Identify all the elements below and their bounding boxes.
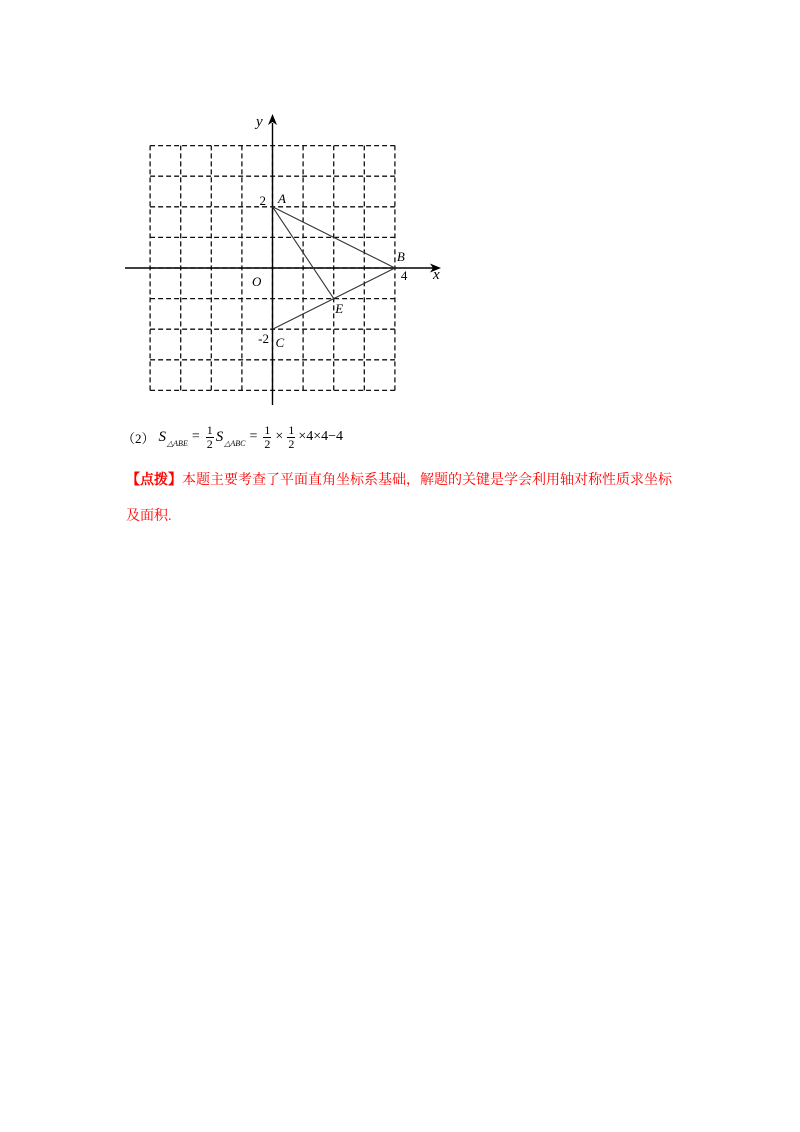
area-subscript: △ABC — [224, 438, 246, 448]
coordinate-tick-label: -2 — [258, 331, 269, 347]
coordinate-tick-label: 2 — [259, 193, 266, 208]
fraction-numerator: 1 — [206, 422, 213, 437]
origin-label: O — [252, 274, 262, 289]
area-abc — [216, 429, 246, 446]
coordinate-tick-label: 4 — [400, 268, 408, 283]
fraction-denominator: 2 — [206, 436, 213, 451]
area-symbol: S — [215, 428, 224, 445]
equals-sign: = — [191, 429, 200, 444]
area-abe — [159, 429, 188, 446]
part-number: （2） — [122, 430, 155, 446]
point-label-a: A — [278, 191, 286, 206]
fraction-denominator: 2 — [288, 436, 295, 451]
fraction-half — [287, 424, 295, 451]
point-label-e: E — [335, 301, 344, 317]
fraction-numerator: 1 — [288, 422, 295, 437]
fraction-numerator: 1 — [264, 422, 271, 437]
fraction-half — [206, 424, 214, 451]
point-label-b: B — [396, 249, 405, 264]
times-sign: × — [275, 429, 284, 444]
tip-note-continuation: 及面积. — [126, 509, 172, 524]
formula-tail: ×4×4−4 — [298, 429, 343, 444]
y-axis-label: y — [256, 114, 263, 130]
area-subscript: △ABE — [167, 438, 188, 448]
fraction-denominator: 2 — [264, 436, 271, 451]
coordinate-diagram — [0, 0, 800, 420]
x-axis-label: x — [433, 267, 440, 283]
area-formula — [122, 421, 343, 453]
tip-text: 本题主要考查了平面直角坐标系基础，解题的关键是学会利用轴对称性质求坐标 — [182, 473, 672, 488]
fraction-half — [263, 424, 271, 451]
tip-note — [126, 471, 672, 491]
tip-tag: 【点拨】 — [126, 473, 182, 488]
point-label-c: C — [275, 335, 285, 351]
area-symbol: S — [158, 428, 167, 445]
equals-sign: = — [249, 429, 258, 444]
